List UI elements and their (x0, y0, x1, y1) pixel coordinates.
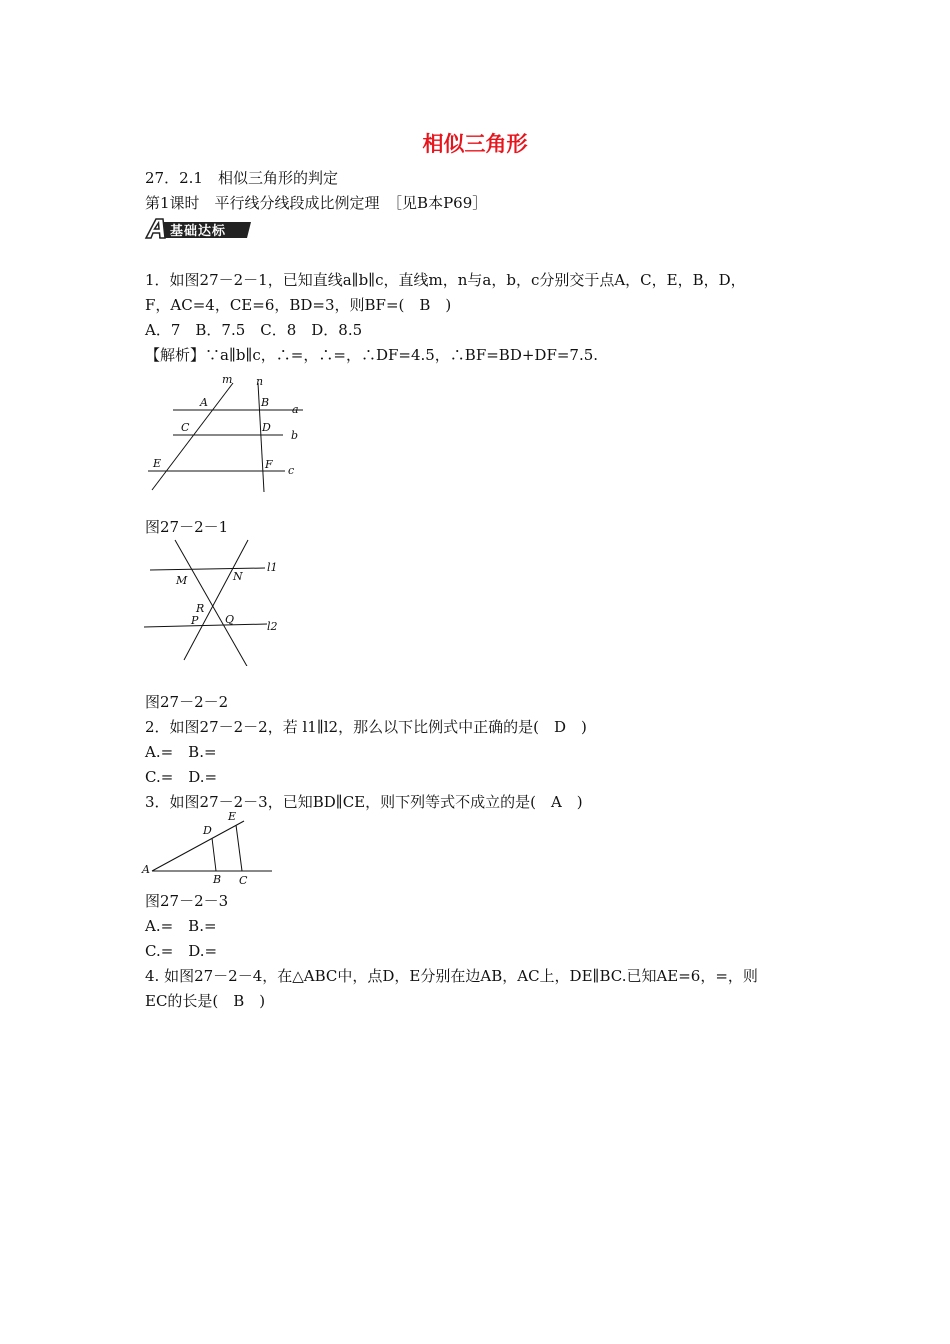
label-C: C (239, 874, 248, 887)
q4-line2: EC的长是( B ) (145, 992, 266, 1010)
label-D: D (203, 824, 212, 837)
figure-shape (146, 219, 165, 238)
label-P: P (191, 614, 199, 627)
figure-27-2-2 (140, 536, 290, 666)
label-A: A (142, 863, 150, 876)
fig3-caption: 图27－2－3 (145, 892, 229, 910)
q3-options-cd: C.= D.= (145, 942, 218, 960)
label-E: E (228, 810, 237, 823)
lesson-heading: 第1课时 平行线分线段成比例定理 ［见B本P69］ (145, 194, 488, 212)
q2-options-cd: C.= D.= (145, 768, 218, 786)
q4-line1: 4. 如图27－2－4，在△ABC中，点D，E分别在边AB，AC上，DE∥BC.已知AE=6，=，则 (145, 967, 758, 985)
q2-text: 2．如图27－2－2，若 l1∥l2，那么以下比例式中正确的是( D ) (145, 718, 587, 736)
q1-line2: F，AC=4，CE=6，BD=3，则BF=( B ) (145, 296, 452, 314)
label-c: c (288, 464, 295, 477)
label-E: E (153, 457, 162, 470)
q1-line1: 1．如图27－2－1，已知直线a∥b∥c，直线m，n与a，b，c分别交于点A，C，E，B，D， (145, 271, 746, 289)
section-heading: 27．2.1 相似三角形的判定 (145, 169, 338, 187)
q3-options-ab: A.= B.= (145, 917, 217, 935)
banner-text: 基础达标 (170, 224, 227, 239)
line-l1 (150, 568, 265, 570)
label-F: F (265, 458, 273, 471)
label-l2: l2 (267, 620, 278, 633)
label-Q: Q (225, 613, 235, 626)
line-m (152, 383, 233, 490)
label-D: D (262, 421, 271, 434)
label-B: B (213, 873, 222, 886)
label-C: C (181, 421, 190, 434)
basic-level-banner (143, 218, 251, 240)
line-l2 (144, 624, 267, 627)
figure-27-2-3 (140, 809, 280, 889)
q2-options-ab: A.= B.= (145, 743, 217, 761)
line-AE (152, 821, 244, 871)
figure-27-2-1 (140, 368, 320, 498)
label-R: R (196, 602, 205, 615)
line-CE (236, 825, 242, 871)
label-M: M (176, 574, 188, 587)
q3-text: 3．如图27－2－3，已知BD∥CE，则下列等式不成立的是( A ) (145, 793, 583, 811)
line-cross-2 (184, 540, 248, 660)
fig1-caption: 图27－2－1 (145, 518, 229, 536)
label-B: B (261, 396, 270, 409)
label-N: N (233, 570, 243, 583)
label-n: n (256, 375, 264, 388)
page-title: 相似三角形 (422, 132, 528, 156)
q1-options: A．7 B．7.5 C．8 D．8.5 (145, 321, 363, 339)
label-a: a (292, 403, 299, 416)
line-BD (212, 838, 216, 871)
fig2-caption: 图27－2－2 (145, 693, 229, 711)
line-cross-1 (175, 540, 248, 666)
label-b: b (291, 429, 299, 442)
label-A: A (200, 396, 208, 409)
label-l1: l1 (267, 561, 278, 574)
label-m: m (222, 373, 233, 386)
q1-analysis: 【解析】∵a∥b∥c，∴=，∴=，∴DF=4.5，∴BF=BD+DF=7.5. (145, 346, 599, 364)
